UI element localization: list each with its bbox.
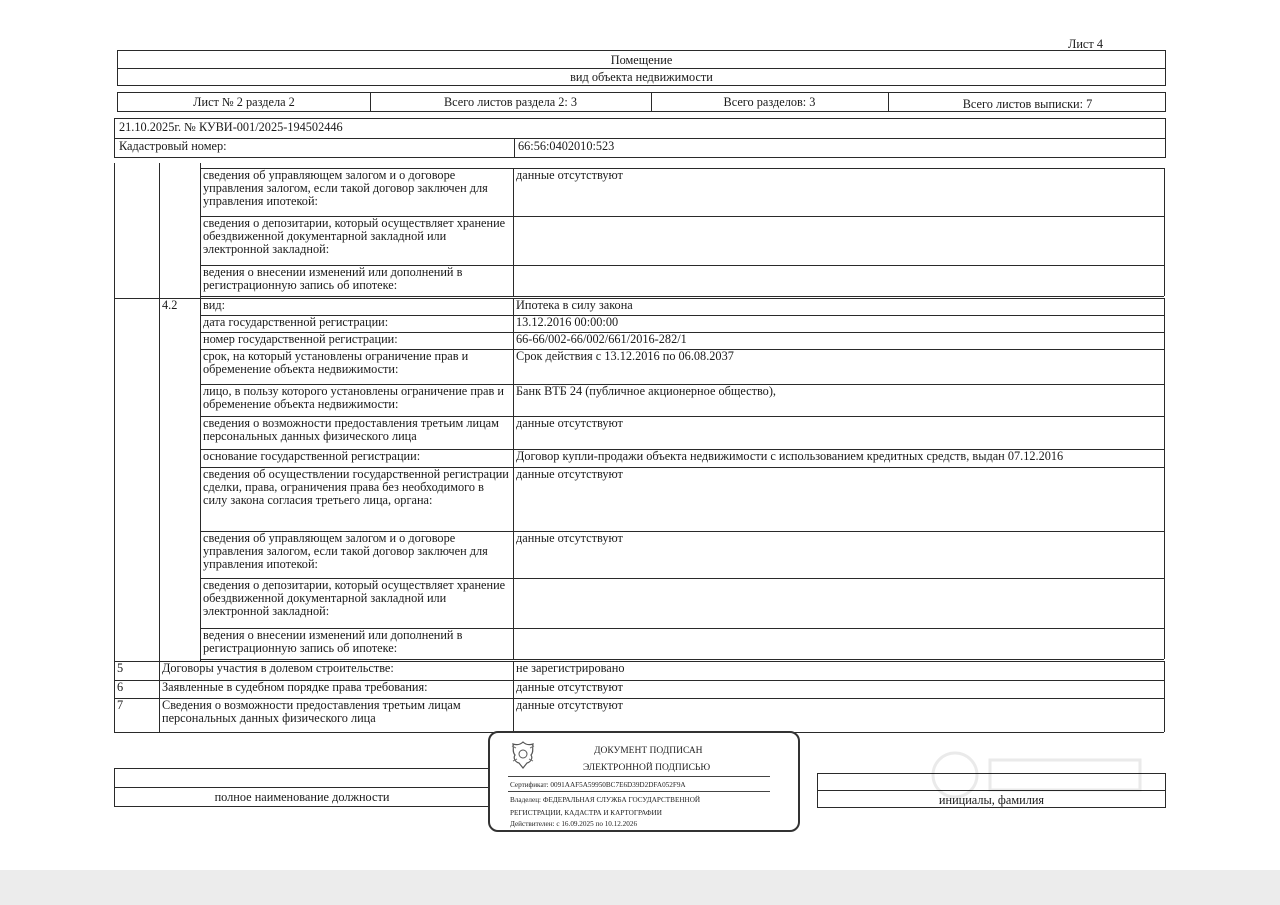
section-42-row-label: сведения об осуществлении государственной регистрации сделки, права, ограничения права без необходимого в силу закона согласия третьего лица, органа: [203, 468, 509, 508]
row-number: 6 [117, 681, 124, 694]
numbered-row-value: не зарегистрировано [516, 662, 625, 675]
stamp-line2: ЭЛЕКТРОННОЙ ПОДПИСЬЮ [583, 763, 711, 773]
section-42-row-value: Ипотека в силу закона [516, 299, 633, 312]
scan-margin [0, 870, 1280, 905]
emblem-icon [508, 739, 538, 771]
stamp-valid: Действителен: с 16.09.2025 по 10.12.2026 [510, 820, 638, 828]
top-row-label: ведения о внесении изменений или дополнений в регистрационную запись об ипотеке: [203, 266, 463, 293]
cadastral-number: 66:56:0402010:523 [518, 139, 615, 153]
object-kind: вид объекта недвижимости [570, 69, 713, 84]
section-42-row-value: 66-66/002-66/002/661/2016-282/1 [516, 333, 687, 346]
sheet-counters [117, 92, 1166, 112]
section-42-row-value: Срок действия с 13.12.2016 по 06.08.2037 [516, 350, 734, 363]
initials-label: инициалы, фамилия [938, 792, 1045, 807]
row-number: 5 [117, 662, 124, 675]
object-header [117, 50, 1166, 86]
stamp-certificate: Сертификат: 0091AAF5A59950BC7E6D39D2DFA052F9A [510, 781, 686, 789]
cadastral-label: Кадастровый номер: [119, 139, 227, 153]
section-42-row-value: данные отсутствуют [516, 417, 623, 430]
section-42-row-label: сведения об управляющем залогом и о договоре управления залогом, если такой договор заключен для управления ипотекой: [203, 532, 488, 572]
encumbrance-table [114, 163, 1166, 733]
sheet-of-section: Лист № 2 раздела 2 [193, 94, 295, 109]
section-42-row-label: срок, на который установлены ограничение прав и обременение объекта недвижимости: [203, 350, 469, 377]
section-42-row-label: лицо, в пользу которого установлены ограничение прав и обременение объекта недвижимости: [203, 385, 504, 412]
section-42-row-value [513, 629, 1164, 659]
section-42-row-label: дата государственной регистрации: [203, 316, 389, 329]
section-42-row-label: сведения о возможности предоставления третьим лицам персональных данных физического лица [203, 417, 499, 444]
electronic-signature-stamp [488, 731, 800, 832]
object-name: Помещение [610, 52, 673, 67]
numbered-row-label: Заявленные в судебном порядке права требования: [162, 681, 428, 694]
sheet-number: Лист 4 [1068, 37, 1103, 51]
total-sheets: Всего листов выписки: 7 [962, 96, 1093, 111]
section-number: 4.2 [162, 299, 178, 312]
stamp-owner-line2: РЕГИСТРАЦИИ, КАДАСТРА И КАРТОГРАФИИ [510, 809, 662, 817]
section-42-row-value: данные отсутствуют [516, 468, 623, 481]
section-42-row-value: Банк ВТБ 24 (публичное акционерное общество), [516, 385, 776, 398]
section-42-row-label: вид: [203, 299, 226, 312]
registration-header [114, 118, 1166, 158]
section-42-row-label: номер государственной регистрации: [203, 333, 398, 346]
section-42-row-value: данные отсутствуют [516, 532, 623, 545]
watermark-icon [930, 740, 1150, 810]
section-42-row-label: сведения о депозитарии, который осуществляет хранение обездвиженной документарной закладной или электронной закладной: [203, 579, 506, 619]
numbered-row-label: Договоры участия в долевом строительстве: [162, 662, 394, 675]
stamp-owner-line1: Владелец: ФЕДЕРАЛЬНАЯ СЛУЖБА ГОСУДАРСТВЕННОЙ [510, 796, 701, 804]
numbered-row-value: данные отсутствуют [516, 699, 623, 712]
numbered-row-label: Сведения о возможности предоставления третьим лицам персональных данных физического лица [162, 699, 461, 726]
stamp-line1: ДОКУМЕНТ ПОДПИСАН [594, 746, 703, 756]
top-row-value [513, 266, 1164, 296]
section-42-row-label: ведения о внесении изменений или дополнений в регистрационную запись об ипотеке: [203, 629, 463, 656]
numbered-row-value: данные отсутствуют [516, 681, 623, 694]
section-42-row-value: 13.12.2016 00:00:00 [516, 316, 619, 329]
top-row-label: сведения об управляющем залогом и о договоре управления залогом, если такой договор заключен для управления ипотекой: [203, 169, 488, 209]
top-row-value [513, 217, 1164, 265]
sheets-in-section: Всего листов раздела 2: 3 [443, 94, 578, 109]
top-row-value: данные отсутствуют [516, 169, 623, 182]
top-row-label: сведения о депозитарии, который осуществляет хранение обездвиженной документарной закладной или электронной закладной: [203, 217, 506, 257]
position-label: полное наименование должности [214, 789, 390, 804]
row-number: 7 [117, 699, 124, 712]
section-42-row-value: Договор купли-продажи объекта недвижимости с использованием кредитных средств, выдан 07.12.2016 [516, 450, 1064, 463]
section-42-row-label: основание государственной регистрации: [203, 450, 421, 463]
section-42-row-value [513, 579, 1164, 628]
total-sections: Всего разделов: 3 [723, 94, 816, 109]
extract-date-number: 21.10.2025г. № КУВИ-001/2025-194502446 [119, 120, 343, 134]
